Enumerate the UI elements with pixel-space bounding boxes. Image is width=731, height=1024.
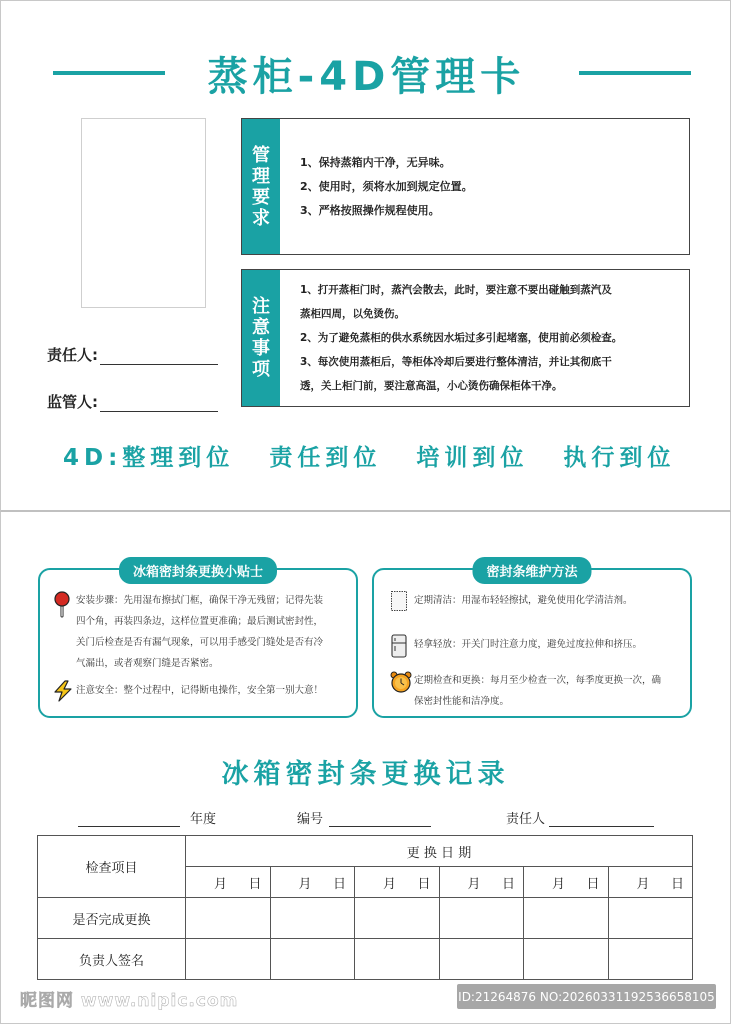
replacement-tips-card (38, 565, 358, 718)
precautions-panel (241, 269, 690, 407)
tip-line: 气漏出，或者观察门缝是否紧密。 (76, 658, 219, 669)
supervisor-line[interactable] (100, 398, 218, 412)
tip-text: 定期清洁：用湿布轻轻擦拭，避免使用化学清洁剂。 (414, 595, 633, 606)
record-table (37, 835, 693, 980)
entry-cell[interactable] (270, 898, 355, 939)
precaution-line: 蒸柜四周，以免烫伤。 (300, 308, 405, 320)
precaution-line: 3、每次使用蒸柜后，等柜体冷却后要进行整体清洁，并让其彻底干 (300, 356, 612, 368)
entry-cell[interactable] (439, 939, 524, 980)
responsible-person-line[interactable] (100, 351, 218, 365)
number-label: 编号 (297, 812, 324, 827)
month-label: 月 (383, 876, 397, 892)
owner-line[interactable] (549, 813, 654, 827)
day-label: 日 (332, 876, 346, 892)
table-header-row (38, 836, 693, 867)
entry-cell[interactable] (186, 898, 271, 939)
tip-item (390, 670, 686, 712)
panel-side-label (242, 119, 280, 254)
entry-cell[interactable] (355, 939, 440, 980)
day-label: 日 (670, 876, 684, 892)
number-line[interactable] (329, 813, 431, 827)
record-title: 冰箱密封条更换记录 (221, 759, 510, 790)
side-char: 管 (252, 144, 270, 166)
panel-side-label (242, 270, 280, 406)
cloth-icon (390, 590, 414, 615)
pushpin-icon (52, 590, 76, 674)
panel-body (280, 119, 689, 254)
day-label: 日 (586, 876, 600, 892)
card-title: 蒸柜-4D管理卡 (207, 53, 526, 100)
panel-body (280, 270, 689, 406)
tip-item (390, 590, 686, 615)
month-label: 月 (467, 876, 481, 892)
tips-title: 冰箱密封条更换小贴士 (119, 557, 277, 584)
entry-cell[interactable] (608, 939, 693, 980)
slogan-item: 4D:整理到位 (63, 445, 235, 471)
date-cell[interactable] (270, 867, 355, 898)
management-requirements-panel (241, 118, 690, 255)
tip-line: 四个角，再装四条边，这样位置更准确；最后测试密封性， (76, 616, 324, 627)
side-char: 项 (252, 359, 270, 380)
entry-cell[interactable] (270, 939, 355, 980)
slogan-item: 执行到位 (563, 445, 676, 471)
title-decoration-left (53, 71, 165, 75)
year-field[interactable] (78, 808, 216, 827)
month-label: 月 (214, 876, 228, 892)
requirement-line: 2、使用时，须将水加到规定位置。 (300, 179, 473, 193)
side-char: 意 (252, 317, 270, 338)
requirement-line: 3、严格按照操作规程使用。 (300, 203, 440, 217)
date-cell[interactable] (524, 867, 609, 898)
entry-cell[interactable] (524, 898, 609, 939)
owner-field[interactable] (506, 808, 654, 827)
row-label: 负责人签名 (38, 939, 186, 980)
side-char: 要 (252, 186, 270, 208)
side-char: 理 (252, 165, 270, 187)
entry-cell[interactable] (608, 898, 693, 939)
precaution-line: 1、打开蒸柜门时，蒸汽会散去，此时，要注意不要出碰触到蒸汽及 (300, 284, 612, 296)
slogan-item: 责任到位 (269, 445, 382, 471)
slogan-item: 培训到位 (416, 445, 529, 471)
requirement-line: 1、保持蒸箱内干净，无异味。 (300, 155, 451, 169)
month-label: 月 (636, 876, 650, 892)
tip-line: 定期检查和更换：每月至少检查一次，每季度更换一次，确 (414, 675, 662, 686)
maintenance-methods-card (372, 565, 692, 718)
day-label: 日 (248, 876, 262, 892)
entry-cell[interactable] (524, 939, 609, 980)
tips-title: 密封条维护方法 (472, 557, 591, 584)
owner-label: 责任人 (506, 812, 546, 827)
date-cell[interactable] (439, 867, 524, 898)
table-row (38, 898, 693, 939)
number-field[interactable] (297, 808, 431, 827)
title-decoration-right (579, 71, 691, 75)
card-title-row (1, 45, 731, 101)
date-header: 更 换 日 期 (186, 836, 693, 867)
table-row (38, 939, 693, 980)
id-badge: ID:21264876 NO:20260331192536658105 (457, 984, 716, 1009)
tip-item (52, 590, 348, 674)
side-char: 事 (252, 338, 270, 359)
tip-line: 关门后检查是否有漏气现象，可以用手感受门缝处是否有冷 (76, 637, 324, 648)
tip-line: 安装步骤：先用湿布擦拭门框，确保干净无残留；记得先装 (76, 595, 324, 606)
entry-cell[interactable] (186, 939, 271, 980)
precaution-line: 透，关上柜门前，要注意高温，小心烫伤确保柜体干净。 (300, 380, 563, 392)
fridge-icon (390, 634, 414, 661)
responsible-person-field[interactable] (47, 344, 218, 365)
date-cell[interactable] (355, 867, 440, 898)
item-header: 检查项目 (38, 836, 186, 898)
alarm-clock-icon (390, 670, 414, 712)
date-cell[interactable] (608, 867, 693, 898)
tip-text: 轻拿轻放：开关门时注意力度，避免过度拉伸和挤压。 (414, 639, 643, 650)
tip-item (52, 680, 348, 705)
entry-cell[interactable] (355, 898, 440, 939)
lightning-icon (52, 680, 76, 705)
tip-text: 注意安全：整个过程中，记得断电操作，安全第一别大意！ (76, 685, 324, 696)
tip-text (76, 590, 323, 674)
row-label: 是否完成更换 (38, 898, 186, 939)
supervisor-label: 监管人: (47, 393, 98, 411)
date-cell[interactable] (186, 867, 271, 898)
responsible-person-label: 责任人: (47, 346, 98, 364)
supervisor-field[interactable] (47, 391, 218, 412)
entry-cell[interactable] (439, 898, 524, 939)
side-char: 求 (252, 207, 270, 229)
day-label: 日 (501, 876, 515, 892)
year-label: 年度 (190, 812, 217, 827)
year-line[interactable] (78, 813, 180, 827)
watermark: 昵图网 www.nipic.com (20, 991, 239, 1011)
tip-line: 保密封性能和洁净度。 (414, 696, 510, 707)
month-label: 月 (298, 876, 312, 892)
4d-slogan (63, 439, 697, 472)
tip-item (390, 634, 686, 661)
tip-text (414, 670, 661, 712)
month-label: 月 (552, 876, 566, 892)
side-char: 注 (252, 296, 270, 317)
photo-placeholder (81, 118, 206, 308)
precaution-line: 2、为了避免蒸柜的供水系统因水垢过多引起堵塞，使用前必须检查。 (300, 332, 623, 344)
day-label: 日 (417, 876, 431, 892)
